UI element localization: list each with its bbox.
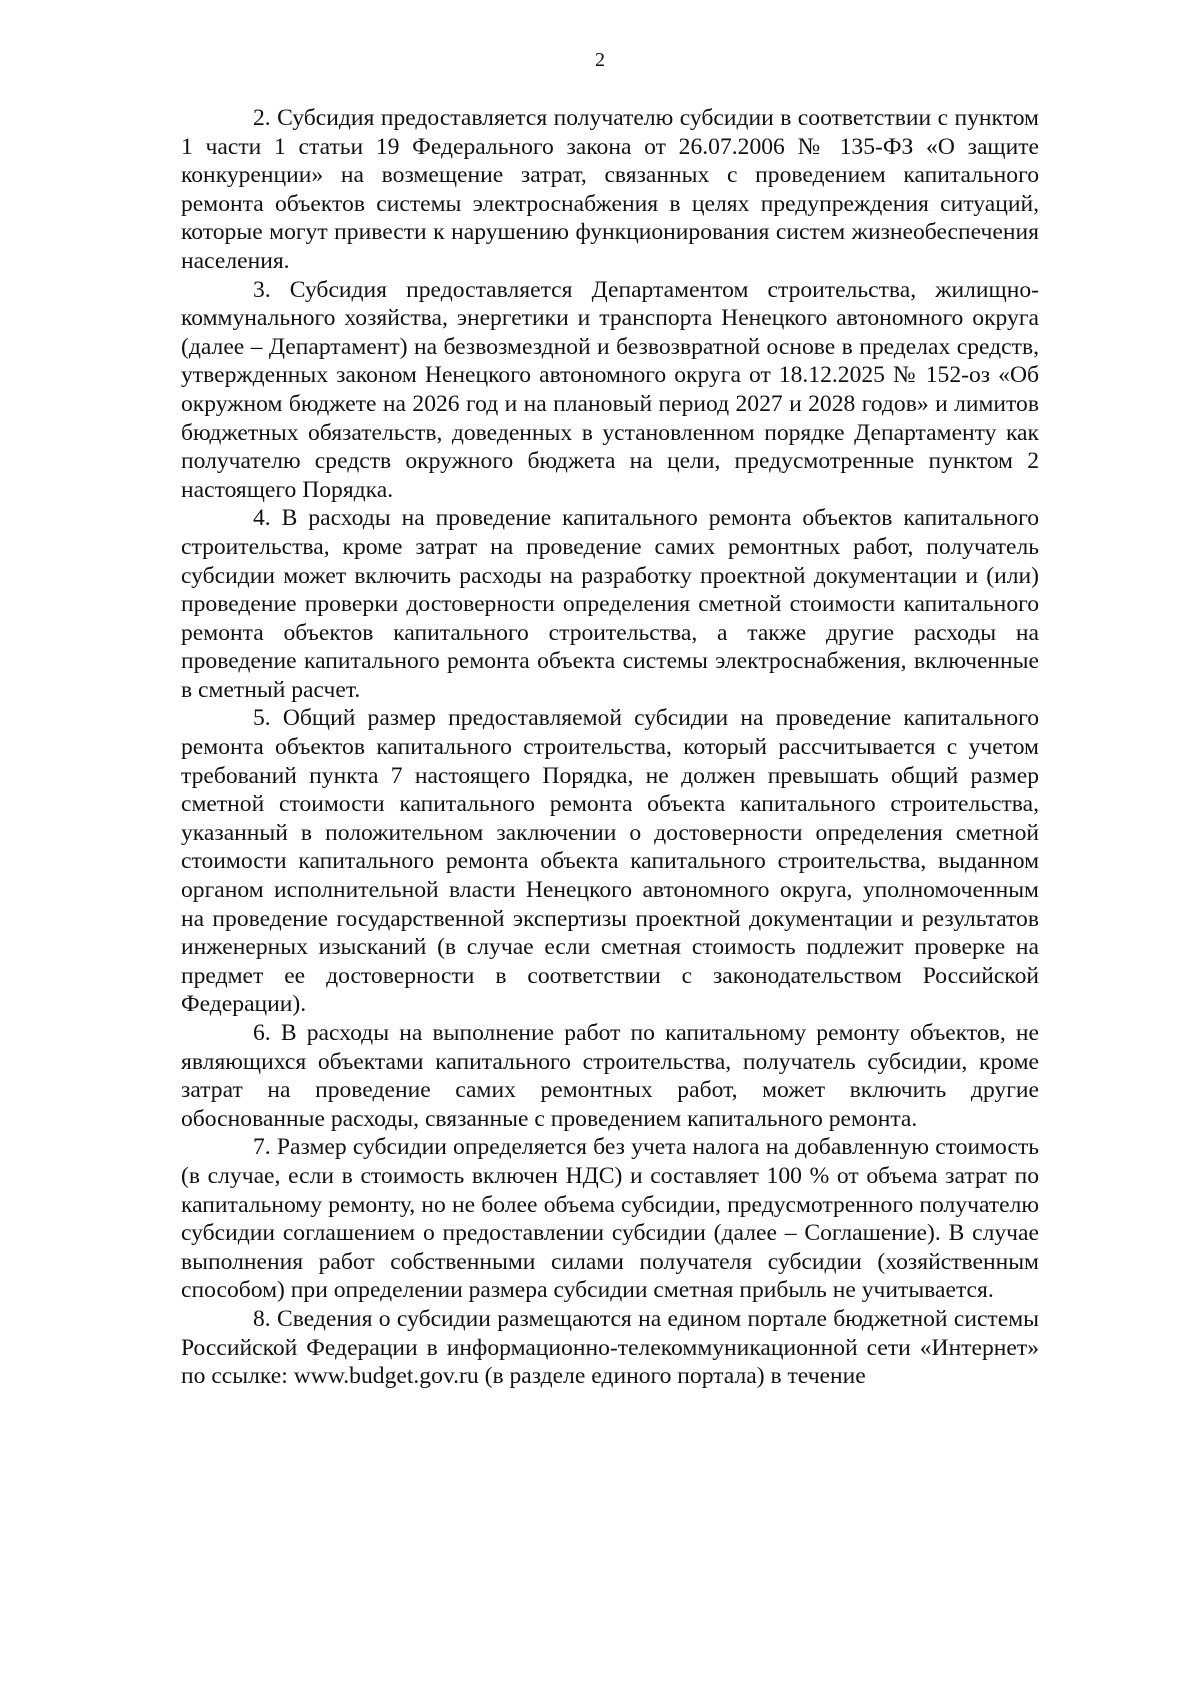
document-body xyxy=(181,104,1039,1391)
paragraph-6: 6. В расходы на выполнение работ по капитальному ремонту объектов, не являющихся объектами капитального строительства, получатель субсидии, кроме затрат на проведение самих ремонтных работ, может включить другие обоснованные расходы, связанные с проведением капитального ремонта. xyxy=(181,1020,1039,1132)
paragraph-2: 2. Субсидия предоставляется получателю субсидии в соответствии с пунктом 1 части 1 статьи 19 Федерального закона от 26.07.2006 № 135-ФЗ «О защите конкуренции» на возмещение затрат, связанных с проведением капитального ремонта объектов системы электроснабжения в целях предупреждения ситуаций, которые могут привести к нарушению функционирования систем жизнеобеспечения населения. xyxy=(181,105,1039,274)
paragraph-5: 5. Общий размер предоставляемой субсидии на проведение капитального ремонта объектов капитального строительства, который рассчитывается с учетом требований пункта 7 настоящего Порядка, не должен превышать общий размер сметной стоимости капитального ремонта объекта капитального строительства, указанный в положительном заключении о достоверности определения сметной стоимости капитального ремонта объекта капитального строительства, выданном органом исполнительной власти Ненецкого автономного округа, уполномоченным на проведение государственной экспертизы проектной документации и результатов инженерных изысканий (в случае если сметная стоимость подлежит проверке на предмет ее достоверности в соответствии с законодательством Российской Федерации). xyxy=(181,705,1039,1018)
page-number: 2 xyxy=(595,49,605,71)
paragraph-8: 8. Сведения о субсидии размещаются на едином портале бюджетной системы Российской Федерации в информационно-телекоммуникационной сети «Интернет» по ссылке: www.budget.gov.ru (в разделе единого портала) в течение xyxy=(181,1305,1039,1390)
paragraph-4: 4. В расходы на проведение капитального ремонта объектов капитального строительства, кроме затрат на проведение самих ремонтных работ, получатель субсидии может включить расходы на разработку проектной документации и (или) проведение проверки достоверности определения сметной стоимости капитального ремонта объектов капитального строительства, а также другие расходы на проведение капитального ремонта объекта системы электроснабжения, включенные в сметный расчет. xyxy=(181,505,1039,703)
paragraph-7: 7. Размер субсидии определяется без учета налога на добавленную стоимость (в случае, если в стоимость включен НДС) и составляет 100 % от объема затрат по капитальному ремонту, но не более объема субсидии, предусмотренного получателю субсидии соглашением о предоставлении субсидии (далее – Соглашение). В случае выполнения работ собственными силами получателя субсидии (хозяйственным способом) при определении размера субсидии сметная прибыль не учитывается. xyxy=(181,1134,1039,1304)
paragraph-3: 3. Субсидия предоставляется Департаментом строительства, жилищно-коммунального хозяйства, энергетики и транспорта Ненецкого автономного округа (далее – Департамент) на безвозмездной и безвозвратной основе в пределах средств, утвержденных законом Ненецкого автономного округа от 18.12.2025 № 152-оз «Об окружном бюджете на 2026 год и на плановый период 2027 и 2028 годов» и лимитов бюджетных обязательств, доведенных в установленном порядке Департаменту как получателю средств окружного бюджета на цели, предусмотренные пунктом 2 настоящего Порядка. xyxy=(181,276,1039,503)
